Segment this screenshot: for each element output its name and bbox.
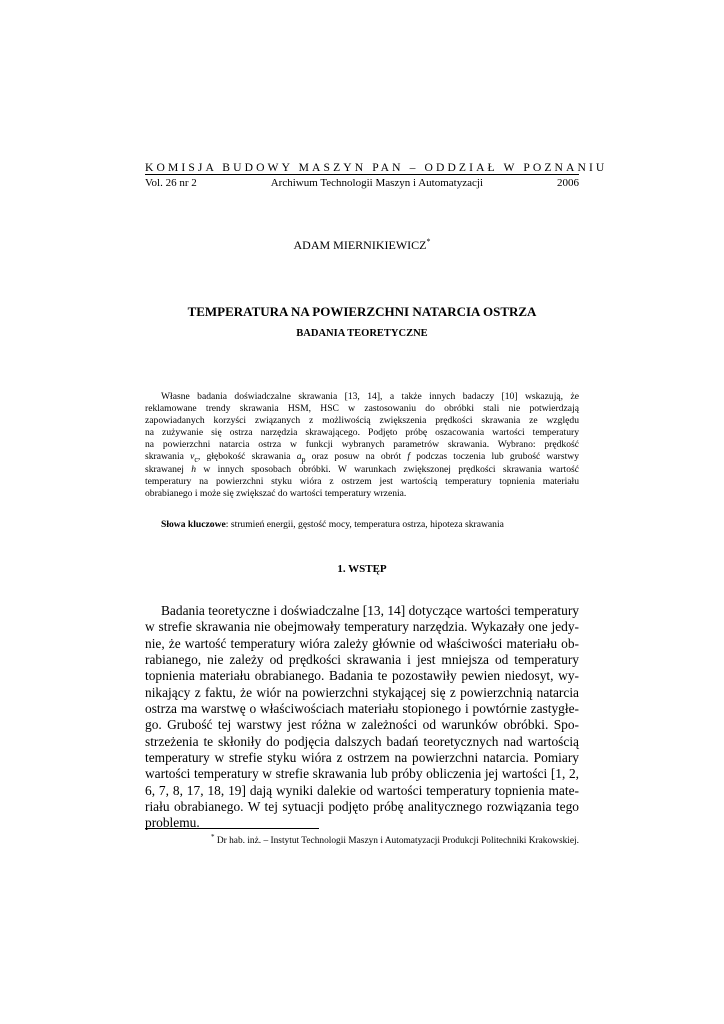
body-text-line: problemu. — [145, 815, 200, 831]
body-text-line: rabianego, nie zależy od prędkości skrawania i jest mniejsza od temperatury — [145, 652, 579, 668]
keywords-label: Słowa kluczowe — [161, 519, 226, 530]
abstract-line: obrabianego i może się zwiększać do wartości temperatury wrzenia. — [145, 487, 407, 499]
year-label: 2006 — [556, 177, 579, 189]
body-text-line: go. Grubość tej warstwy jest różna w zależności od warunków obróbki. Spo- — [145, 717, 579, 733]
keywords — [161, 519, 504, 530]
body-text-line: w strefie skrawania nie obejmowały temperatury narzędzia. Wykazały one jedy- — [145, 619, 579, 635]
abstract-line: zapowiadanych korzyści związanych z możliwością zwiększenia prędkości skrawania ze względu — [145, 415, 579, 427]
author-line — [0, 237, 724, 253]
paper-subtitle: BADANIA TEORETYCZNE — [296, 328, 428, 339]
body-text-line: temperatury w strefie styku wióra z ostrzem na powierzchni natarcia. Pomiary — [145, 750, 579, 766]
body-paragraph — [145, 603, 579, 832]
abstract-line: temperatury na powierzchni styku wióra z ostrzem jest wartością temperatury topnienia materiału — [145, 475, 579, 487]
section-heading: 1. WSTĘP — [337, 563, 387, 575]
footnote-divider — [145, 828, 319, 829]
abstract — [145, 391, 579, 500]
volume-label: Vol. 26 nr 2 — [145, 177, 197, 189]
body-text-line: topnienia materiału obrabianego. Badania te pozostawiły pewien niedosyt, wy- — [145, 668, 579, 684]
body-text-line: strzeżenia te skłoniły do podjęcia dalszych badań teoretycznych nad wartością — [145, 733, 579, 749]
footnote-text: Dr hab. inż. – Instytut Technologii Maszyn i Automatyzacji Produkcji Politechniki Krakowskiej. — [214, 836, 579, 847]
paper-title: TEMPERATURA NA POWIERZCHNI NATARCIA OSTRZA — [187, 304, 537, 319]
keywords-list: : strumień energii, gęstość mocy, temperatura ostrza, hipoteza skrawania — [225, 519, 504, 530]
author-footnote-mark: * — [426, 237, 431, 246]
body-text-line: nikający z faktu, że wiór na powierzchni stykającej się z powierzchnią natarcia — [145, 684, 579, 700]
body-text-line: ostrza ma warstwę o właściwościach materiału stopionego i powtórnie zastygłe- — [145, 701, 579, 717]
footnote-mark: * — [211, 833, 215, 841]
body-text-line: nie, że wartość temperatury wióra zależy głównie od właściwości materiału ob- — [145, 635, 579, 651]
journal-name: Archiwum Technologii Maszyn i Automatyzacji — [270, 177, 483, 189]
header-divider — [145, 174, 579, 175]
abstract-line: reklamowane trendy skrawania HSM, HSC w zastosowaniu do obróbki stali nie potwierdzają — [145, 403, 579, 415]
abstract-line: Własne badania doświadczalne skrawania [13, 14], a także innych badaczy [10] wskazują, że — [161, 391, 579, 402]
publisher-header: KOMISJA BUDOWY MASZYN PAN – ODDZIAŁ W POZNANIU — [145, 161, 608, 174]
abstract-line: skrawania $v_c$, głębokość skrawania $a_p$ oraz posuw na obrót f podczas toczenia lub grubość warstwy — [145, 451, 579, 465]
abstract-line: na powierzchni natarcia ostrza w funkcji wybranych parametrów skrawania. Wybrano: prędkość — [145, 439, 579, 451]
body-text-line: riału obrabianego. W tej sytuacji podjęto próbę analitycznego rozwiązania tego — [145, 799, 579, 815]
abstract-line: na zużywanie się ostrza narzędzia skrawającego. Podjęto próbę oszacowania wartości temperatury — [145, 427, 579, 439]
body-text-line: 6, 7, 8, 17, 18, 19] dają wyniki dalekie od wartości temperatury topnienia mate- — [145, 782, 579, 798]
body-text-line: wartości temperatury w strefie skrawania lub próby obliczenia jej wartości [1, 2, — [145, 766, 579, 782]
abstract-line: skrawanej h w innych sposobach obróbki. W warunkach zwiększonej prędkości skrawania wartość — [145, 463, 580, 475]
body-text-line: Badania teoretyczne i doświadczalne [13, 14] dotyczące wartości temperatury — [161, 603, 579, 618]
author-name: ADAM MIERNIKIEWICZ — [293, 238, 427, 252]
journal-header — [145, 177, 579, 189]
footnote — [145, 833, 579, 846]
